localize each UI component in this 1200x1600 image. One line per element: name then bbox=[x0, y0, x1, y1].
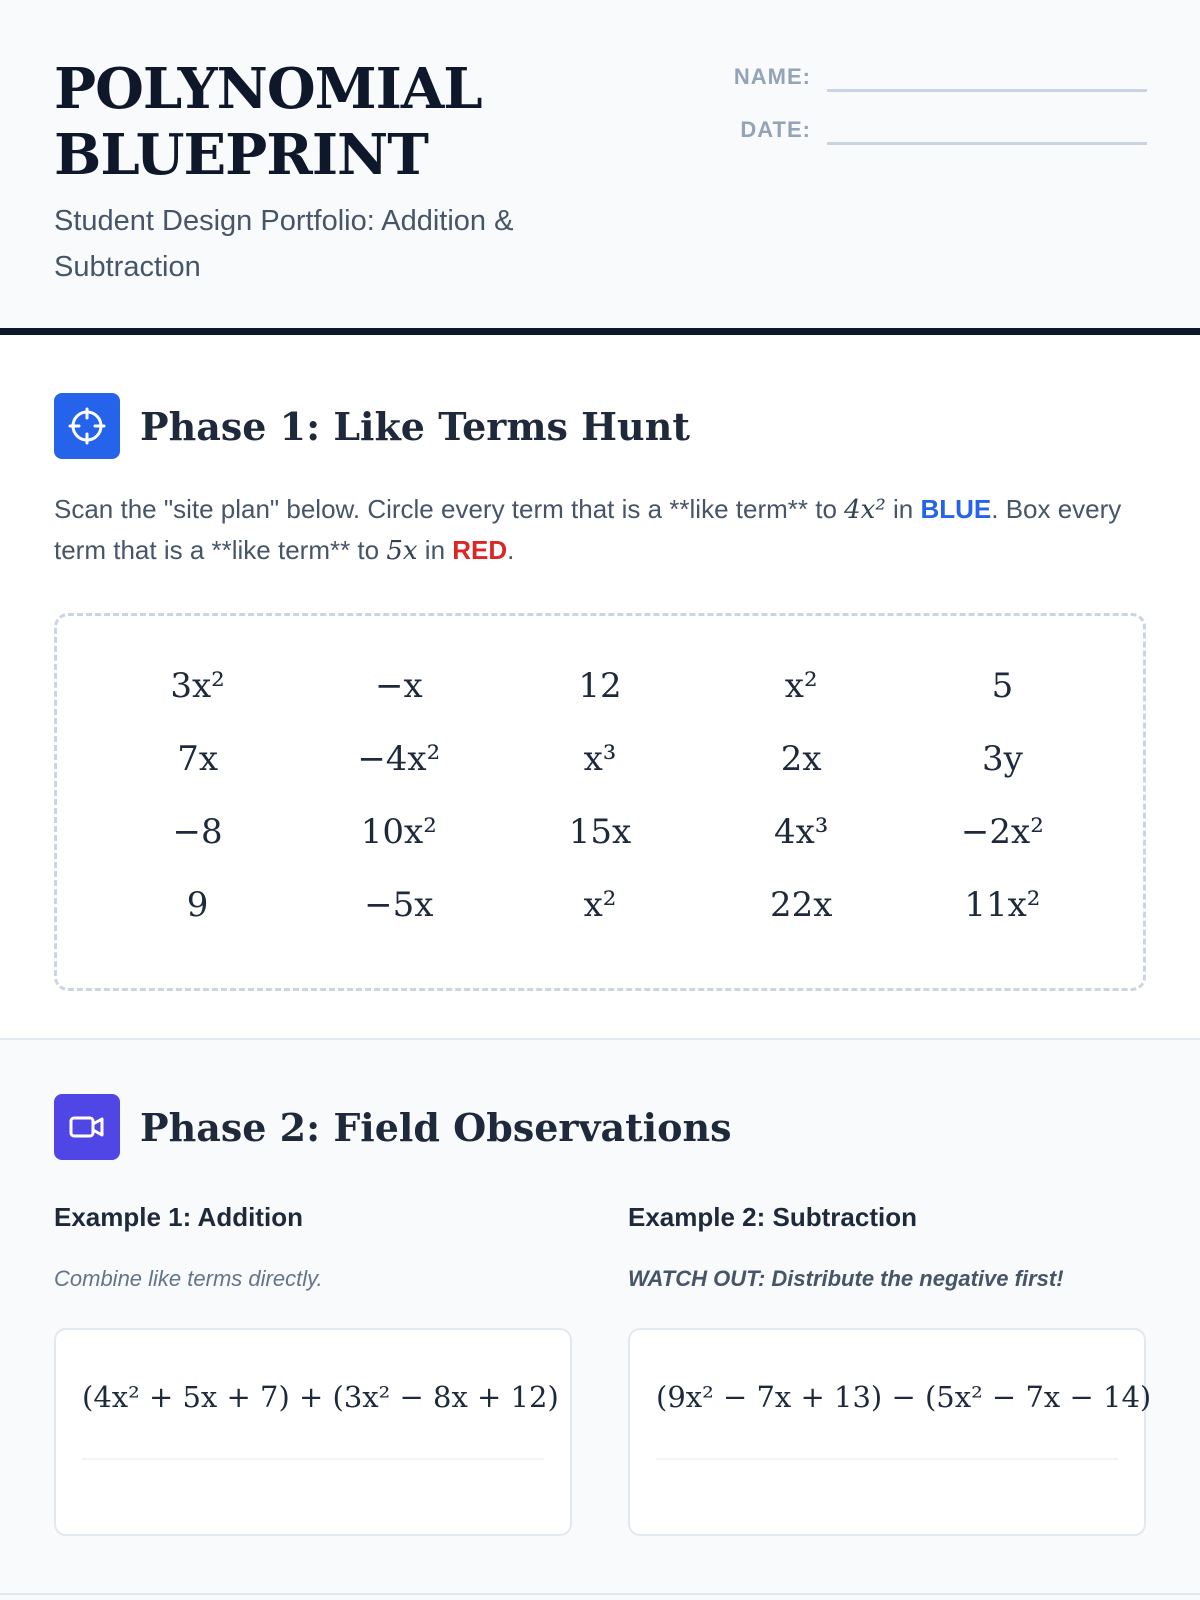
worksheet-subtitle: Student Design Portfolio: Addition & Subtraction bbox=[54, 205, 514, 283]
name-row bbox=[734, 58, 1147, 92]
instr-text-1: Scan the "site plan" below. Circle every term that is a **like term** to bbox=[54, 494, 845, 524]
worksheet-header bbox=[0, 0, 1200, 335]
instr-term-2: 5x bbox=[386, 536, 418, 566]
example-1-expression: (4x² + 5x + 7) + (3x² − 8x + 12) bbox=[82, 1380, 559, 1414]
term-19[interactable]: 22x bbox=[769, 885, 833, 925]
example-1-note: Combine like terms directly. bbox=[54, 1266, 323, 1291]
date-row bbox=[734, 111, 1147, 145]
example-2-box bbox=[628, 1328, 1152, 1536]
term-6[interactable]: 7x bbox=[177, 739, 218, 779]
term-17[interactable]: −5x bbox=[364, 885, 434, 925]
term-grid bbox=[97, 662, 1103, 930]
term-1[interactable]: 3x² bbox=[170, 666, 225, 706]
term-4[interactable]: x² bbox=[784, 666, 818, 706]
date-field[interactable] bbox=[827, 111, 1147, 145]
example-addition bbox=[54, 1202, 572, 1536]
example-1-box bbox=[54, 1328, 572, 1536]
crosshair-icon bbox=[54, 393, 120, 459]
example-2-answer-line[interactable] bbox=[656, 1458, 1118, 1460]
examples-row bbox=[54, 1202, 1152, 1536]
term-7[interactable]: −4x² bbox=[357, 739, 441, 779]
example-2-note: WATCH OUT: Distribute the negative first! bbox=[628, 1266, 1064, 1291]
example-subtraction bbox=[628, 1202, 1152, 1536]
term-8[interactable]: x³ bbox=[583, 739, 617, 779]
term-10[interactable]: 3y bbox=[981, 739, 1023, 779]
term-3[interactable]: 12 bbox=[578, 666, 622, 706]
example-1-title: Example 1: Addition bbox=[54, 1202, 303, 1232]
site-plan-box bbox=[54, 613, 1146, 991]
term-2[interactable]: −x bbox=[374, 666, 423, 706]
phase-1-section bbox=[0, 335, 1200, 1040]
date-label: DATE: bbox=[740, 117, 811, 142]
phase-2-heading bbox=[54, 1094, 1146, 1160]
name-label: NAME: bbox=[733, 64, 811, 89]
example-2-title: Example 2: Subtraction bbox=[628, 1202, 917, 1232]
term-9[interactable]: 2x bbox=[780, 739, 822, 779]
instr-text-4: in bbox=[417, 535, 453, 565]
phase-1-heading bbox=[54, 393, 1146, 459]
term-5[interactable]: 5 bbox=[991, 666, 1014, 706]
term-13[interactable]: 15x bbox=[568, 812, 632, 852]
phase-1-title: Phase 1: Like Terms Hunt bbox=[140, 403, 690, 449]
example-1-answer-line[interactable] bbox=[82, 1458, 544, 1460]
term-20[interactable]: 11x² bbox=[964, 885, 1041, 925]
instr-color-red: RED bbox=[452, 535, 508, 565]
phase-1-instructions bbox=[54, 489, 1154, 571]
video-icon bbox=[54, 1094, 120, 1160]
worksheet-title: POLYNOMIAL BLUEPRINT bbox=[54, 56, 482, 188]
term-16[interactable]: 9 bbox=[186, 885, 209, 925]
term-15[interactable]: −2x² bbox=[960, 812, 1044, 852]
student-info bbox=[734, 58, 1147, 164]
term-18[interactable]: x² bbox=[583, 885, 617, 925]
instr-color-blue: BLUE bbox=[920, 494, 992, 524]
term-11[interactable]: −8 bbox=[172, 812, 223, 852]
phase-2-section bbox=[0, 1040, 1200, 1595]
example-2-expression: (9x² − 7x + 13) − (5x² − 7x − 14) bbox=[656, 1380, 1152, 1414]
name-field[interactable] bbox=[827, 58, 1147, 92]
phase-2-title: Phase 2: Field Observations bbox=[140, 1104, 732, 1150]
term-12[interactable]: 10x² bbox=[360, 812, 437, 852]
instr-text-3: . Box every term that is a **like term** to bbox=[54, 494, 1122, 565]
instr-term-1: 4x² bbox=[844, 495, 886, 525]
instr-text-2: in bbox=[885, 494, 921, 524]
term-14[interactable]: 4x³ bbox=[773, 812, 829, 852]
instr-text-5: . bbox=[507, 535, 515, 565]
